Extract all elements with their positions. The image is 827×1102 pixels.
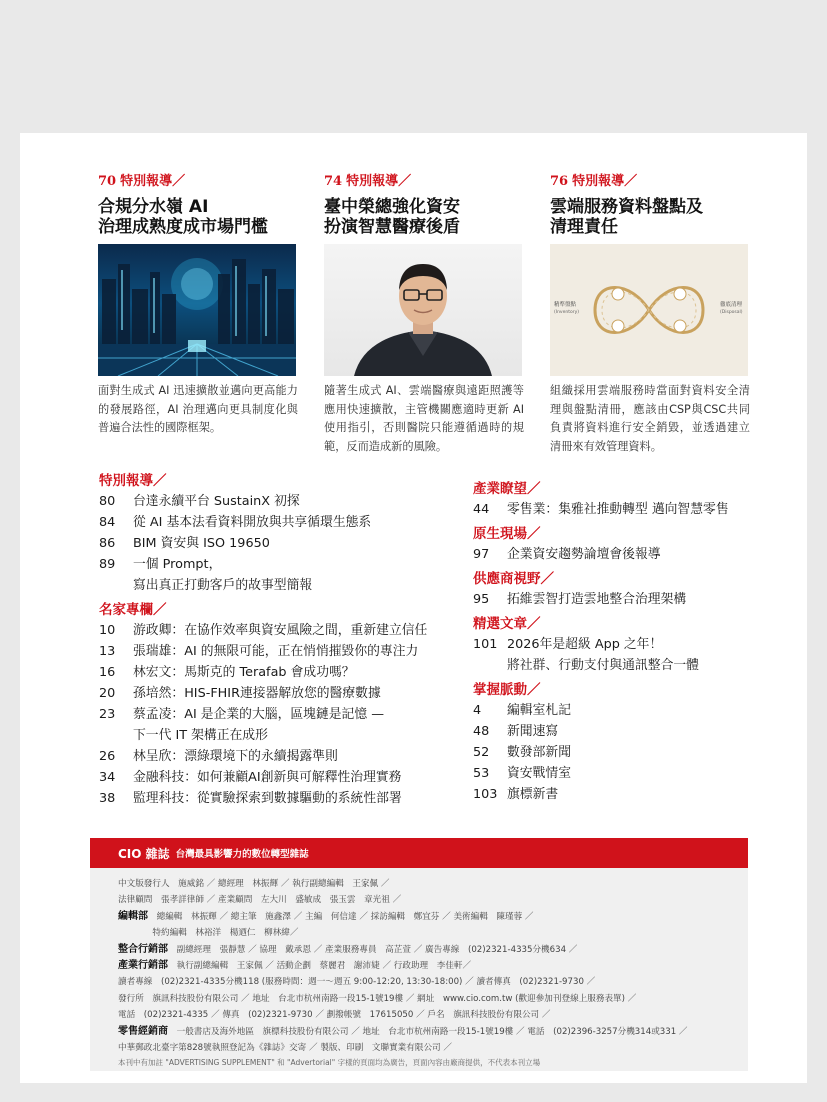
contents-entry[interactable]: 89 一個 Prompt， 寫出真正打動客戶的故事型簡報 <box>99 557 313 593</box>
masthead-banner <box>90 838 748 868</box>
contents-right-column <box>473 475 773 805</box>
contents-entry[interactable]: 4 編輯室札記 <box>473 703 571 718</box>
section-heading: 特別報導／ <box>99 473 167 489</box>
feature-image-ai-city <box>98 244 296 376</box>
feature-tag: 70 特別報導／ <box>98 174 186 189</box>
contents-entry[interactable]: 80 台達永續平台 SustainX 初探 <box>99 494 300 509</box>
contents-entry[interactable]: 10 游政卿：在協作效率與資安風險之間，重新建立信任 <box>99 623 428 638</box>
section-heading: 掌握脈動／ <box>473 682 541 698</box>
credit-line: 編輯部 總編輯 林振輝 ／ 總主筆 施鑫澤 ／ 主編 何信達 ／ 採訪編輯 鄭宜芬 ／ 美術編輯 陳瑾蓉 ／ <box>118 910 534 922</box>
feature-description: 面對生成式 AI 迅速擴散並邁向更高能力的發展路徑，AI 治理邁向更具制度化與普遍合法性的國際框架。 <box>98 384 298 434</box>
section-heading: 原生現場／ <box>473 526 541 542</box>
section-items <box>99 620 469 809</box>
feature-title: 雲端服務資料盤點及 清理責任 <box>550 197 703 237</box>
contents-left-column <box>99 467 469 809</box>
feature-title: 合規分水嶺 AI 治理成熟度成市場門檻 <box>98 197 268 237</box>
advertising-disclaimer: 本刊中有加註 "ADVERTISING SUPPLEMENT" 和 "Advertorial" 字樣的頁面均為廣告，頁面內容由廠商提供，不代表本刊立場 <box>118 1058 541 1068</box>
magazine-contents-page <box>20 133 807 1083</box>
section-heading: 產業瞭望／ <box>473 481 541 497</box>
credits-list <box>90 868 748 1068</box>
contents-entry[interactable]: 23 蔡孟凌：AI 是企業的大腦，區塊鏈是記憶 — 下一代 IT 架構正在成形 <box>99 707 385 743</box>
credit-line: 產業行銷部 執行副總編輯 王家佩 ／ 活動企劃 蔡麗君 謝沛婕 ／ 行政助理 李佳軒／ <box>118 960 472 972</box>
diagram-label-disposal-en: (Disposal) <box>720 310 743 315</box>
section-heading: 精選文章／ <box>473 616 541 632</box>
credit-line: 讀者專線 (02)2321-4335分機118 (服務時間：週一～週五 9:00-12:20, 13:30-18:00) ／ 讀者傳真 (02)2321-9730 ／ <box>118 977 596 988</box>
feature-tag: 74 特別報導／ <box>324 174 412 189</box>
feature-card[interactable] <box>98 173 298 438</box>
contents-entry[interactable]: 52 數發部新聞 <box>473 745 571 760</box>
contents-entry[interactable]: 16 林宏文：馬斯克的 Terafab 會成功嗎？ <box>99 665 355 680</box>
diagram-label-disposal: 徹底清理 <box>720 302 743 308</box>
credit-line: 中華郵政北臺字第828號執照登記為《雜誌》交寄 ／ 製版、印刷 文聯實業有限公司 ／ <box>118 1043 452 1054</box>
diagram-label-inventory: 精準盤點 <box>554 302 577 308</box>
contents-entry[interactable]: 53 資安戰情室 <box>473 766 571 781</box>
brand-slogan: 台灣最具影響力的數位轉型雜誌 <box>175 849 309 860</box>
contents-entry[interactable]: 95 拓維雲智打造雲地整合治理架構 <box>473 592 687 607</box>
feature-description: 組織採用雲端服務時當面對資料安全清理與盤點清冊，應該由CSP與CSC共同負責將資料進行安全銷毀，並透過建立清冊來有效管理資料。 <box>550 384 750 453</box>
feature-description: 隨著生成式 AI、雲端醫療與遠距照護等應用快速擴散，主管機關應適時更新 AI 使用指引，否則醫院只能遵循過時的規範，反而造成新的風險。 <box>324 384 524 453</box>
credit-line: 特約編輯 林裕洋 楊迺仁 柳林緯／ <box>118 928 299 939</box>
contents-entry[interactable]: 103 旗標新書 <box>473 787 559 802</box>
contents-entry[interactable]: 20 孫培然：HIS-FHIR連接器解放您的醫療數據 <box>99 686 381 701</box>
brand-name: CIO 雜誌 <box>118 846 170 861</box>
contents-entry[interactable]: 38 監理科技：從實驗探索到數據驅動的系統性部署 <box>99 791 402 806</box>
feature-card[interactable] <box>324 173 524 456</box>
contents-entry[interactable]: 34 金融科技：如何兼顧AI創新與可解釋性治理實務 <box>99 770 402 785</box>
credit-line: 法律顧問 張孝詳律師 ／ 產業顧問 左大川 盛敏成 張玉雲 章光祖 ／ <box>118 895 402 906</box>
credit-line: 發行所 旗訊科技股份有限公司 ／ 地址 台北市杭州南路一段15-1號19樓 ／ 網址 www.cio.com.tw (歡迎參加刊登線上服務表單) ／ <box>118 993 637 1004</box>
feature-image-infinity-diagram <box>550 244 748 376</box>
contents-entry[interactable]: 101 2026年是超級 App 之年！ 將社群、行動支付與通訊整合一體 <box>473 637 699 673</box>
credit-line: 整合行銷部 副總經理 張靜慧 ／ 協理 戴承恩 ／ 產業服務專員 高芷萱 ／ 廣告專線 (02)2321-4335分機634 ／ <box>118 943 578 955</box>
credit-line: 電話 (02)2321-4335 ／ 傳真 (02)2321-9730 ／ 劃撥帳號 17615050 ／ 戶名 旗訊科技股份有限公司 ／ <box>118 1010 551 1021</box>
masthead-credits <box>90 838 748 1071</box>
feature-tag: 76 特別報導／ <box>550 174 638 189</box>
credit-line: 中文版發行人 施威銘 ／ 總經理 林振輝 ／ 執行副總編輯 王家佩 ／ <box>118 879 390 889</box>
section-heading: 名家專欄／ <box>99 602 167 618</box>
credit-line: 零售經銷商 一般書店及海外地區 旗標科技股份有限公司 ／ 地址 台北市杭州南路一段15-1號19樓 ／ 電話 (02)2396-3257分機314或331 ／ <box>118 1025 688 1037</box>
section-heading: 供應商視野／ <box>473 571 554 587</box>
contents-entry[interactable]: 84 從 AI 基本法看資料開放與共享循環生態系 <box>99 515 372 530</box>
diagram-label-inventory-en: (Inventory) <box>554 310 580 315</box>
feature-title: 臺中榮總強化資安 扮演智慧醫療後盾 <box>324 197 460 237</box>
contents-entry[interactable]: 97 企業資安趨勢論壇會後報導 <box>473 547 661 562</box>
contents-entry[interactable]: 44 零售業：集雅社推動轉型 邁向智慧零售 <box>473 502 729 517</box>
contents-entry[interactable]: 13 張瑞雄：AI 的無限可能，正在悄悄摧毀你的專注力 <box>99 644 419 659</box>
section-items <box>99 491 469 596</box>
contents-entry[interactable]: 86 BIM 資安與 ISO 19650 <box>99 536 270 551</box>
feature-image-portrait <box>324 244 522 376</box>
contents-entry[interactable]: 48 新聞速寫 <box>473 724 559 739</box>
contents-entry[interactable]: 26 林呈欣：漂綠環境下的永續揭露準則 <box>99 749 338 764</box>
feature-card[interactable] <box>550 173 750 456</box>
